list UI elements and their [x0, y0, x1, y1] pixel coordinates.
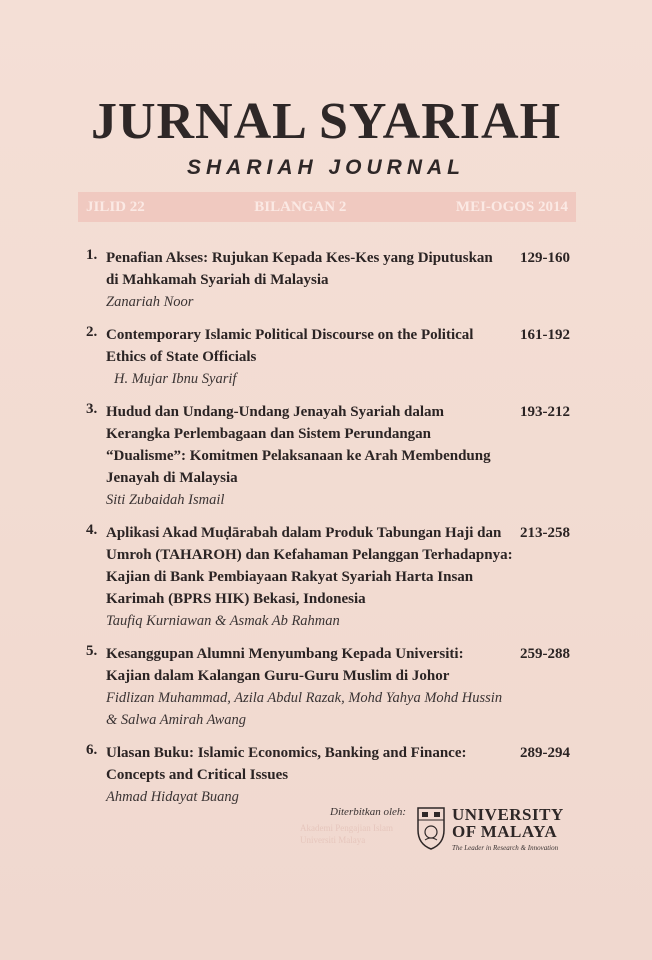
period-label: MEI-OGOS 2014	[455, 198, 568, 215]
entry-author: H. Mujar Ibnu Syarif	[114, 371, 237, 387]
entry-title: Aplikasi Akad Muḍārabah dalam Produk Tabungan Haji dan Umroh (TAHAROH) dan Kefahaman Pelanggan Terhadapnya: Kajian di Bank Pembiayaan Rakyat Syariah Harta Insan Karimah (BPRS HIK) Bekasi, Indonesia	[106, 525, 513, 607]
publisher-label: Diterbitkan oleh:	[330, 806, 407, 818]
entry-pages: 193-212	[520, 404, 570, 420]
entry-pages: 259-288	[520, 646, 570, 662]
entry-pages: 289-294	[520, 745, 570, 761]
issue-band	[78, 192, 576, 222]
entry-author: Fidlizan Muhammad, Azila Abdul Razak, Mohd Yahya Mohd Hussin & Salwa Amirah Awang	[106, 690, 503, 728]
entry-number: 6.	[86, 742, 98, 758]
journal-title: JURNAL SYARIAH	[90, 93, 562, 150]
entry-author: Zanariah Noor	[106, 294, 194, 310]
entry-number: 3.	[86, 401, 98, 417]
entry-number: 1.	[86, 247, 98, 263]
journal-subtitle: SHARIAH JOURNAL	[186, 156, 465, 179]
entry-author: Ahmad Hidayat Buang	[106, 789, 239, 805]
entry-title: Kesanggupan Alumni Menyumbang Kepada Universiti: Kajian dalam Kalangan Guru-Guru Muslim di Johor	[106, 646, 464, 684]
entry-number: 5.	[86, 643, 98, 659]
entry-author: Taufiq Kurniawan & Asmak Ab Rahman	[106, 613, 340, 629]
issue-label: BILANGAN 2	[254, 198, 347, 215]
toc-entry-6	[86, 742, 570, 808]
toc-entry-1	[86, 247, 570, 313]
entry-title: Hudud dan Undang-Undang Jenayah Syariah dalam Kerangka Perlembagaan dan Sistem Perundangan “Dualisme”: Komitmen Pelaksanaan ke Arah Membendung Jenayah di Malaysia	[106, 404, 491, 486]
publisher-faint-text	[300, 822, 393, 846]
publisher-block	[300, 806, 570, 866]
university-name	[452, 806, 564, 840]
university-line-2: OF MALAYA	[452, 822, 558, 841]
university-line-1: UNIVERSITY	[452, 805, 564, 824]
entry-title: Contemporary Islamic Political Discourse on the Political Ethics of State Officials	[106, 327, 474, 365]
toc-entry-4	[86, 522, 570, 632]
faint-line-2: Universiti Malaya	[300, 835, 366, 845]
toc-entry-5	[86, 643, 570, 731]
entry-number: 2.	[86, 324, 98, 340]
faint-line-1: Akademi Pengajian Islam	[300, 823, 393, 833]
university-crest-icon	[416, 806, 446, 850]
volume-label: JILID 22	[86, 198, 145, 215]
table-of-contents	[86, 247, 570, 819]
entry-pages: 129-160	[520, 250, 570, 266]
entry-number: 4.	[86, 522, 98, 538]
entry-author: Siti Zubaidah Ismail	[106, 492, 225, 508]
toc-entry-2	[86, 324, 570, 390]
entry-title: Ulasan Buku: Islamic Economics, Banking and Finance: Concepts and Critical Issues	[106, 745, 467, 783]
entry-pages: 161-192	[520, 327, 570, 343]
toc-entry-3	[86, 401, 570, 511]
entry-title: Penafian Akses: Rujukan Kepada Kes-Kes yang Diputuskan di Mahkamah Syariah di Malaysia	[106, 250, 493, 288]
entry-pages: 213-258	[520, 525, 570, 541]
university-tagline: The Leader in Research & Innovation	[452, 844, 559, 852]
